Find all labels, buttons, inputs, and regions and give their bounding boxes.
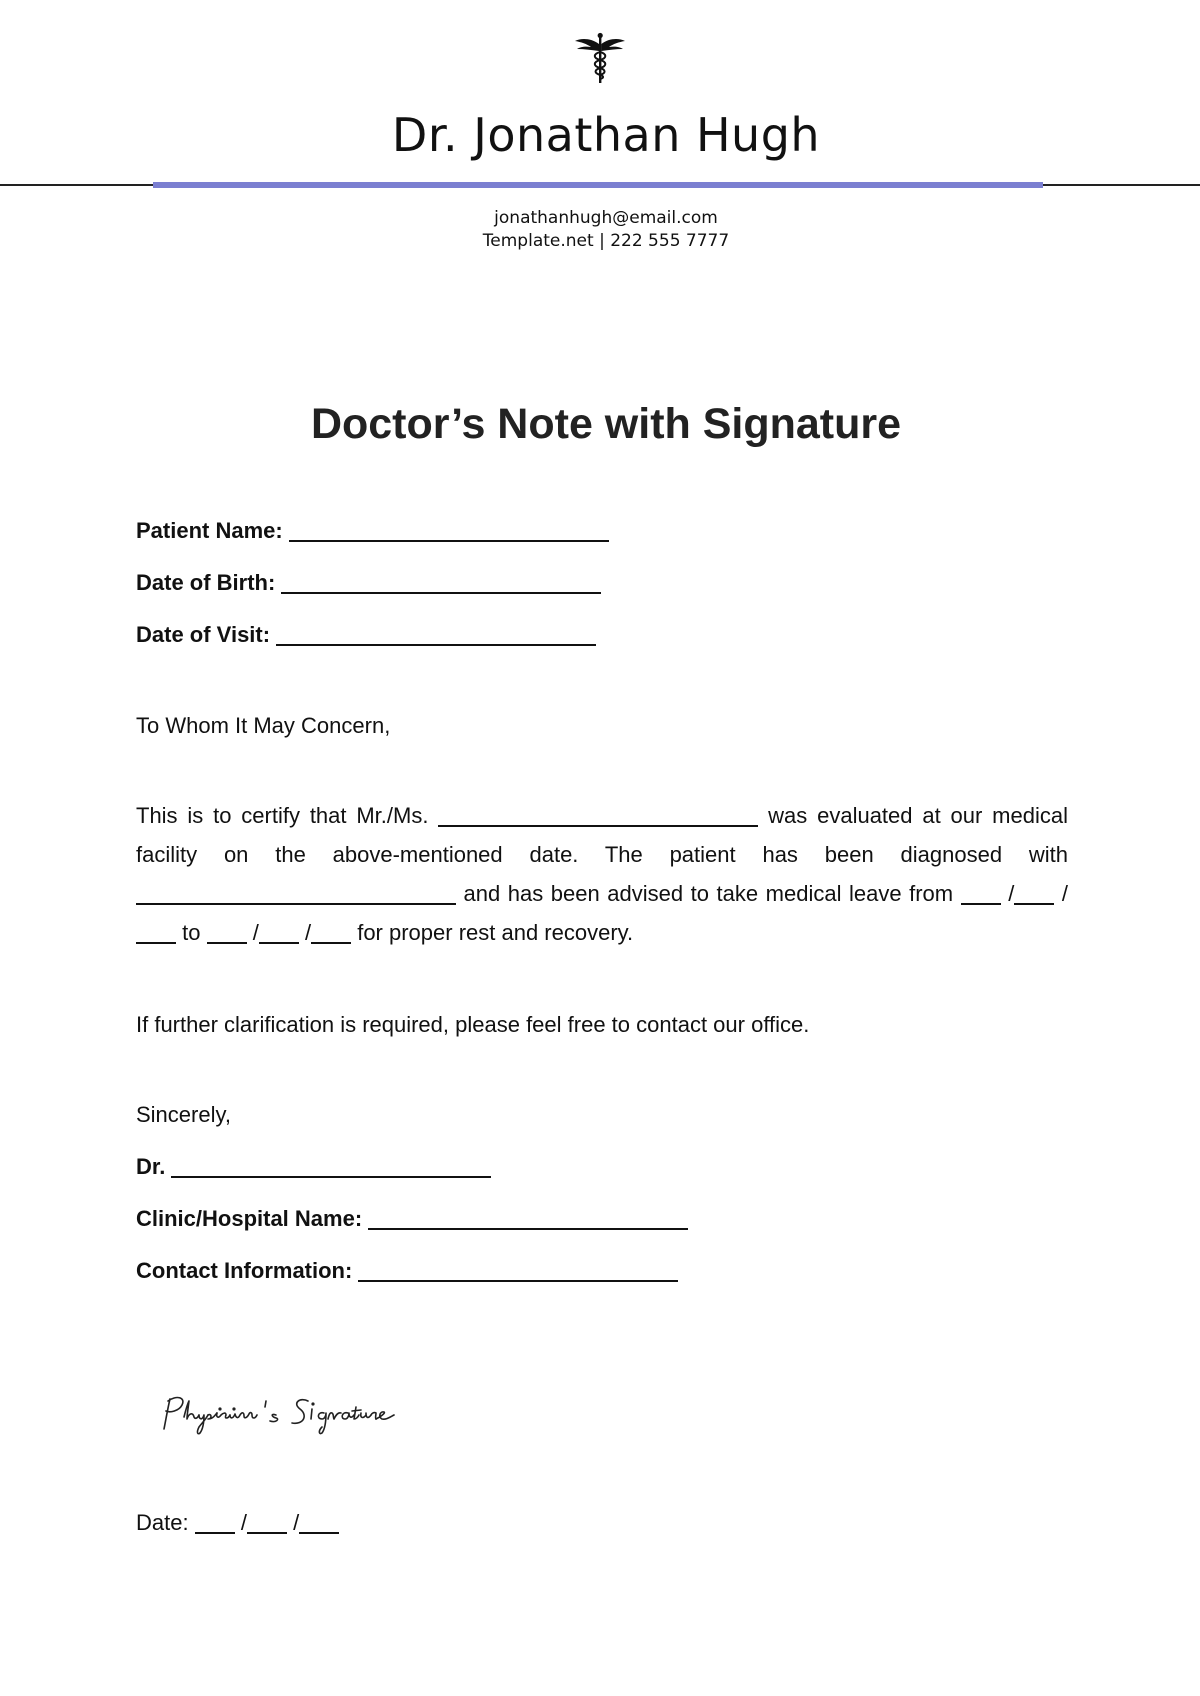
clinic-field: [136, 1206, 688, 1232]
leave-from-month-blank[interactable]: [1014, 881, 1054, 905]
patient-blank[interactable]: [438, 803, 758, 827]
contact-information-blank[interactable]: [358, 1258, 678, 1282]
leave-to-day-blank[interactable]: [207, 920, 247, 944]
diagnosis-blank[interactable]: [136, 881, 456, 905]
patient-name-blank[interactable]: [289, 518, 609, 542]
leave-from-year-blank[interactable]: [136, 920, 176, 944]
body-part-b: was evaluated at our medical facility on the above-mentioned date. The patient has been diagnosed with: [136, 803, 1068, 867]
doctor-label: Dr.: [136, 1154, 166, 1179]
contact-email[interactable]: jonathanhugh@email.com: [494, 208, 718, 228]
date-of-visit-label: Date of Visit:: [136, 622, 271, 647]
body-part-a: This is to certify that Mr./Ms.: [136, 803, 429, 828]
caduceus-icon: [573, 32, 627, 86]
contact-information-label: Contact Information:: [136, 1258, 353, 1283]
salutation: To Whom It May Concern,: [136, 713, 391, 738]
body-part-d: to: [182, 920, 201, 945]
leave-to-month-blank[interactable]: [259, 920, 299, 944]
date-of-birth-label: Date of Birth:: [136, 570, 276, 595]
date-label: Date:: [136, 1510, 189, 1535]
date-day-blank[interactable]: [195, 1510, 235, 1534]
contact-website-phone: Template.net | 222 555 7777: [482, 231, 730, 251]
patient-name-label: Patient Name:: [136, 518, 283, 543]
certification-paragraph: This is to certify that Mr./Ms. was evaluated at our medical facility on the above-mentioned date. The patient has been diagnosed with and has been advised to take medical leave from / / to / / for proper rest and recovery.: [136, 803, 1068, 945]
clinic-label: Clinic/Hospital Name:: [136, 1206, 363, 1231]
date-of-visit-blank[interactable]: [276, 622, 596, 646]
document-title: Doctor’s Note with Signature: [310, 400, 902, 448]
body-part-e: for proper rest and recovery.: [357, 920, 634, 945]
doctor-blank[interactable]: [171, 1154, 491, 1178]
doctor-name: Dr. Jonathan Hugh: [391, 108, 821, 162]
date-field: Date: / /: [136, 1510, 339, 1536]
contact-information-field: [136, 1258, 678, 1284]
physician-signature: [158, 1385, 418, 1445]
date-of-visit-field: [136, 622, 596, 648]
date-of-birth-blank[interactable]: [281, 570, 601, 594]
closing: Sincerely,: [136, 1102, 231, 1127]
date-month-blank[interactable]: [247, 1510, 287, 1534]
date-of-birth-field: [136, 570, 601, 596]
leave-from-day-blank[interactable]: [961, 881, 1001, 905]
clinic-blank[interactable]: [368, 1206, 688, 1230]
clarification-text: If further clarification is required, please feel free to contact our office.: [136, 1012, 810, 1037]
header-accent-bar: [153, 182, 1043, 188]
leave-to-year-blank[interactable]: [311, 920, 351, 944]
doctor-field: [136, 1154, 491, 1180]
body-part-c: and has been advised to take medical leave from: [463, 881, 954, 906]
date-year-blank[interactable]: [299, 1510, 339, 1534]
patient-name-field: [136, 518, 609, 544]
